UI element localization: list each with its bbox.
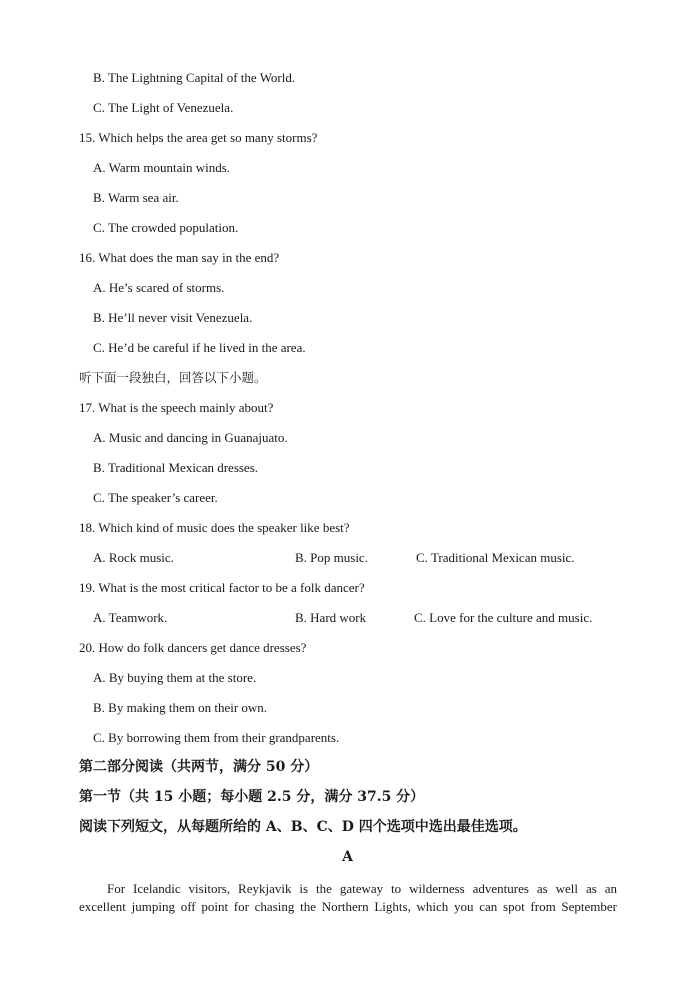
- q18-option-b: B. Pop music.: [295, 550, 368, 565]
- q15-option-a: A. Warm mountain winds.: [93, 160, 231, 175]
- passage-a-text: [79, 880, 617, 916]
- q19-option-c: C. Love for the culture and music.: [414, 610, 593, 625]
- q20-option-b: B. By making them on their own.: [93, 700, 268, 715]
- passage-line: For Icelandic visitors, Reykjavik is the gateway to wilderness adventures as well as an: [107, 881, 617, 896]
- q15-option-b: B. Warm sea air.: [93, 190, 179, 205]
- q19-option-a: A. Teamwork.: [93, 610, 168, 625]
- q16-option-a: A. He’s scared of storms.: [93, 280, 225, 295]
- passage-line: excellent jumping off point for chasing the Northern Lights, which you can spot from September: [79, 899, 617, 914]
- section-one-heading: 第一节（共 15 小题；每小题 2.5 分，满分 37.5 分）: [79, 789, 425, 805]
- q17-question: 17. What is the speech mainly about?: [79, 400, 274, 415]
- q17-option-c: C. The speaker’s career.: [93, 490, 218, 505]
- q16-question: 16. What does the man say in the end?: [79, 250, 280, 265]
- q15-question: 15. Which helps the area get so many storms?: [79, 130, 318, 145]
- q16-option-c: C. He’d be careful if he lived in the area.: [93, 340, 306, 355]
- reading-instruction: 阅读下列短文，从每题所给的 A、B、C、D 四个选项中选出最佳选项。: [79, 819, 527, 835]
- q15-option-c: C. The crowded population.: [93, 220, 239, 235]
- q17-option-b: B. Traditional Mexican dresses.: [93, 460, 259, 475]
- q18-question: 18. Which kind of music does the speaker like best?: [79, 520, 350, 535]
- passage-label: A: [342, 849, 353, 865]
- q20-option-c: C. By borrowing them from their grandparents.: [93, 730, 340, 745]
- q20-option-a: A. By buying them at the store.: [93, 670, 257, 685]
- q17-option-a: A. Music and dancing in Guanajuato.: [93, 430, 288, 445]
- q14-option-c: C. The Light of Venezuela.: [93, 100, 234, 115]
- q19-option-b: B. Hard work: [295, 610, 367, 625]
- q14-option-b: B. The Lightning Capital of the World.: [93, 70, 296, 85]
- q18-option-a: A. Rock music.: [93, 550, 174, 565]
- q20-question: 20. How do folk dancers get dance dresses?: [79, 640, 307, 655]
- q18-option-c: C. Traditional Mexican music.: [416, 550, 575, 565]
- part-two-heading: 第二部分阅读（共两节，满分 50 分）: [79, 759, 319, 775]
- q16-option-b: B. He’ll never visit Venezuela.: [93, 310, 253, 325]
- monologue-instruction: 听下面一段独白，回答以下小题。: [79, 370, 267, 385]
- q19-question: 19. What is the most critical factor to be a folk dancer?: [79, 580, 365, 595]
